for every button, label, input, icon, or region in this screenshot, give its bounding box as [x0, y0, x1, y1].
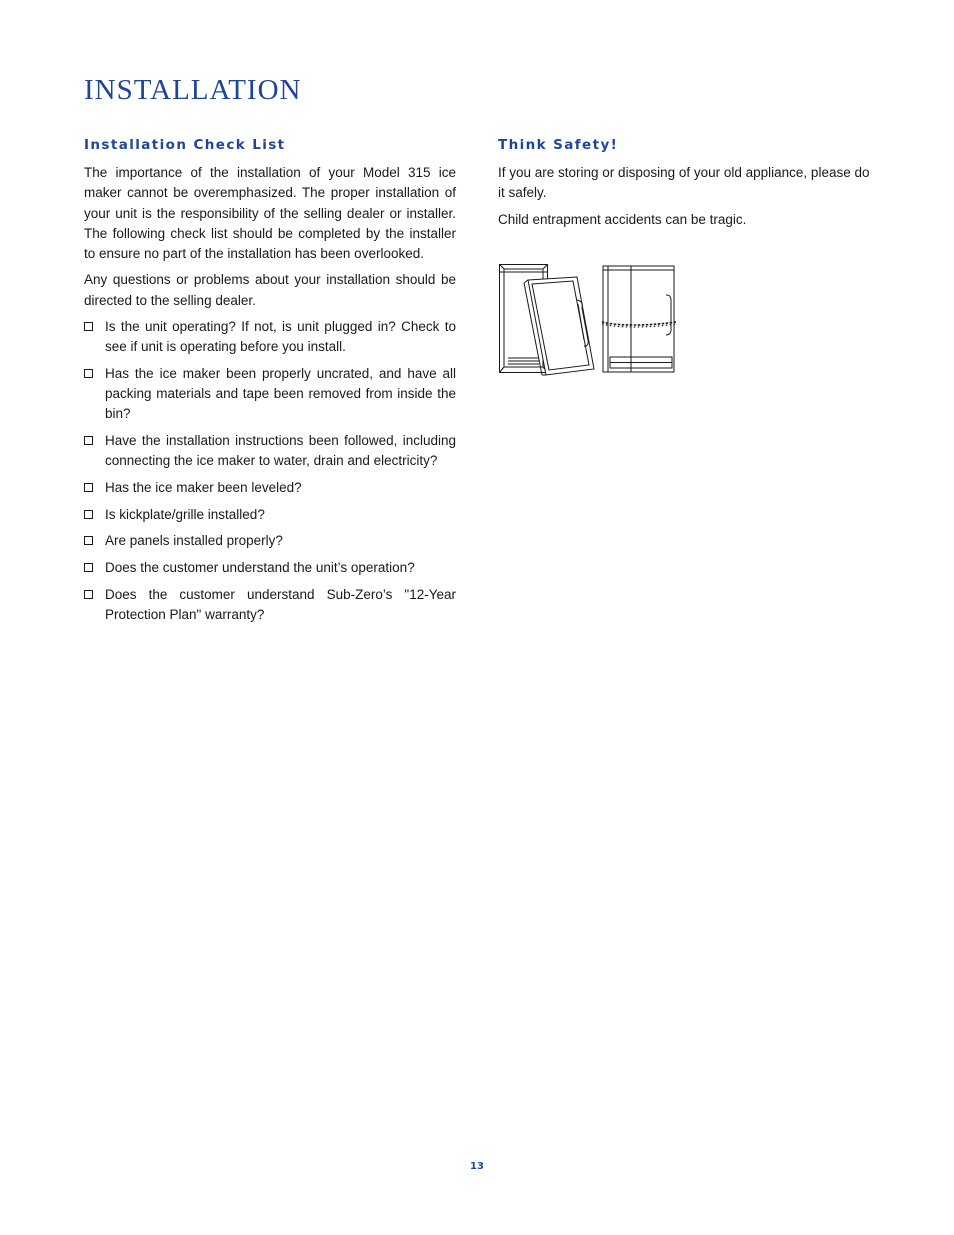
check-item-uncrated — [84, 364, 456, 425]
check-item-instructions-followed — [84, 431, 456, 471]
check-item-unit-operating — [84, 317, 456, 357]
checkbox-icon[interactable] — [84, 563, 93, 572]
page-title: INSTALLATION — [84, 74, 302, 106]
check-item-text: Has the ice maker been leveled? — [105, 480, 302, 495]
think-safety-heading: Think Safety! — [498, 137, 619, 153]
installation-check-list-section — [84, 137, 456, 632]
intro-paragraph: The importance of the installation of your Model 315 ice maker cannot be overemphasized. The proper installation of your unit is the responsibility of the selling dealer or installer. The following check list should be completed by the installer to ensure no part of the installation has been overlooked. — [84, 165, 456, 262]
page-number: 13 — [470, 1161, 484, 1172]
safety-paragraph-entrapment: Child entrapment accidents can be tragic. — [498, 211, 747, 227]
check-item-text: Does the customer understand the unit’s operation? — [105, 560, 415, 576]
check-item-text: Are panels installed properly? — [105, 533, 283, 549]
checkbox-icon[interactable] — [84, 369, 93, 378]
check-item-text: Have the installation instructions been followed, including connecting the ice maker to water, drain and electricity? — [105, 433, 456, 469]
check-list-heading: Installation Check List — [84, 137, 286, 153]
check-item-text: Is the unit operating? If not, is unit plugged in? Check to see if unit is operating before you install. — [105, 319, 456, 355]
checkbox-icon[interactable] — [84, 322, 93, 331]
check-list — [84, 317, 456, 625]
appliance-door-removed-icon — [500, 265, 595, 376]
check-item-text: Does the customer understand Sub-Zero’s "12-Year Protection Plan" warranty? — [105, 586, 456, 623]
check-item-panels — [84, 531, 456, 551]
check-item-leveled — [84, 478, 456, 498]
check-item-text: Has the ice maker been properly uncrated, and have all packing materials and tape been removed from inside the bin? — [105, 365, 456, 422]
checkbox-icon[interactable] — [84, 510, 93, 519]
dealer-paragraph: Any questions or problems about your installation should be directed to the selling dealer. — [84, 272, 456, 308]
check-item-warranty — [84, 585, 456, 625]
check-item-operation — [84, 558, 456, 578]
checkbox-icon[interactable] — [84, 436, 93, 445]
check-item-kickplate — [84, 505, 456, 525]
checkbox-icon[interactable] — [84, 590, 93, 599]
safety-paragraph-storage: If you are storing or disposing of your old appliance, please do it safely. — [498, 165, 870, 201]
appliance-chained-icon — [602, 266, 676, 372]
check-item-text: Is kickplate/grille installed? — [105, 506, 265, 522]
checkbox-icon[interactable] — [84, 536, 93, 545]
checkbox-icon[interactable] — [84, 483, 93, 492]
think-safety-section — [498, 137, 874, 236]
appliance-safety-illustration — [498, 262, 678, 376]
